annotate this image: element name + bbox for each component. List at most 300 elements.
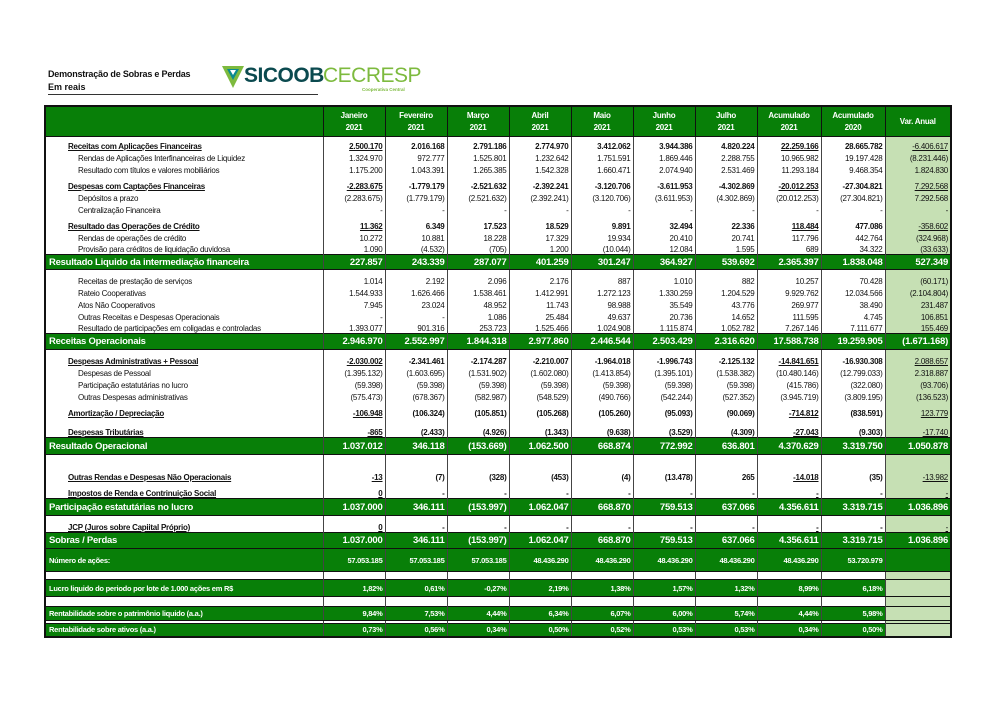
- column-header-month: Julho: [715, 110, 737, 120]
- value-cell: (3.611.953): [633, 191, 695, 203]
- value-cell: 34.322: [821, 243, 885, 255]
- row-label: Sobras / Perdas: [49, 535, 118, 546]
- value-cell: (105.268): [509, 402, 571, 418]
- value-cell: 3.319.715: [821, 533, 885, 549]
- column-header-year: 2021: [593, 122, 611, 132]
- value-cell: 3.319.750: [821, 438, 885, 455]
- value-cell: 668.870: [571, 499, 633, 516]
- value-cell: [509, 597, 571, 607]
- annual-variation-cell: -: [885, 516, 951, 533]
- value-cell: -14.018: [757, 455, 821, 482]
- value-cell: 1.090: [323, 243, 385, 255]
- value-cell: 18.228: [447, 231, 509, 243]
- column-header-month: Var. Anual: [899, 116, 936, 126]
- value-cell: 7.945: [323, 298, 385, 310]
- value-cell: [385, 572, 447, 580]
- value-cell: (548.529): [509, 390, 571, 402]
- value-cell: (59.398): [633, 378, 695, 390]
- value-cell: 22.336: [695, 215, 757, 231]
- value-cell: -: [447, 203, 509, 215]
- value-cell: 28.665.782: [821, 137, 885, 151]
- value-cell: 0,56%: [385, 624, 447, 637]
- row-label-cell: [45, 191, 323, 203]
- annual-variation-cell: 7.292.568: [885, 175, 951, 191]
- value-cell: (9.303): [821, 418, 885, 438]
- value-cell: [571, 597, 633, 607]
- value-cell: 1.838.048: [821, 255, 885, 270]
- row-label-cell: [45, 350, 323, 366]
- table-body: [45, 137, 951, 637]
- value-cell: -3.611.953: [633, 175, 695, 191]
- value-cell: (59.398): [695, 378, 757, 390]
- value-cell: (13.478): [633, 455, 695, 482]
- value-cell: -: [447, 516, 509, 533]
- row-label: Resultado das Operações de Crédito: [68, 221, 200, 231]
- value-cell: -: [323, 203, 385, 215]
- value-cell: 1.542.328: [509, 163, 571, 175]
- value-cell: 253.723: [447, 322, 509, 334]
- column-header-month: Acumulado: [832, 110, 874, 120]
- value-cell: 1,38%: [571, 580, 633, 597]
- value-cell: 57.053.185: [323, 549, 385, 572]
- row-label-cell: [45, 203, 323, 215]
- row-label-cell: [45, 231, 323, 243]
- header-label-cell: [45, 106, 323, 137]
- value-cell: 1.626.466: [385, 286, 447, 298]
- row-label: Rentabilidade sobre o patrimônio liquido (a.a.): [49, 609, 203, 618]
- row-label-cell: [45, 438, 323, 455]
- table-row: [45, 310, 951, 322]
- annual-variation-cell: (2.104.804): [885, 286, 951, 298]
- table-row: [45, 203, 951, 215]
- value-cell: 11.293.184: [757, 163, 821, 175]
- total-row: [45, 255, 951, 270]
- value-cell: (95.093): [633, 402, 695, 418]
- value-cell: [821, 572, 885, 580]
- value-cell: 1,57%: [633, 580, 695, 597]
- value-cell: 4,44%: [447, 607, 509, 621]
- value-cell: 22.259.166: [757, 137, 821, 151]
- table-row: [45, 175, 951, 191]
- value-cell: (705): [447, 243, 509, 255]
- column-header: [821, 106, 885, 137]
- value-cell: 2.016.168: [385, 137, 447, 151]
- value-cell: 287.077: [447, 255, 509, 270]
- row-label: Atos Não Cooperativos: [78, 300, 156, 310]
- value-cell: -14.841.651: [757, 350, 821, 366]
- value-cell: -2.283.675: [323, 175, 385, 191]
- value-cell: 9.468.354: [821, 163, 885, 175]
- value-cell: 9.929.762: [757, 286, 821, 298]
- value-cell: 1.538.461: [447, 286, 509, 298]
- value-cell: 1,82%: [323, 580, 385, 597]
- value-cell: -: [571, 203, 633, 215]
- column-header-year: 2021: [531, 122, 549, 132]
- value-cell: (153.997): [447, 533, 509, 549]
- annual-variation-cell: 1.036.896: [885, 533, 951, 549]
- row-label: Participação estatutárias no lucro: [78, 380, 188, 390]
- value-cell: 1.525.801: [447, 151, 509, 163]
- value-cell: 2.096: [447, 270, 509, 286]
- value-cell: 48.436.290: [757, 549, 821, 572]
- value-cell: [323, 572, 385, 580]
- logo-name-2: CECRESP: [323, 64, 422, 87]
- value-cell: 12.034.566: [821, 286, 885, 298]
- value-cell: -1.779.179: [385, 175, 447, 191]
- column-header-month: Acumulado: [768, 110, 810, 120]
- row-label-cell: [45, 533, 323, 549]
- value-cell: [821, 597, 885, 607]
- value-cell: -: [821, 203, 885, 215]
- value-cell: -2.174.287: [447, 350, 509, 366]
- value-cell: -2.210.007: [509, 350, 571, 366]
- value-cell: -: [385, 482, 447, 499]
- row-label: Número de ações:: [49, 555, 111, 565]
- value-cell: -: [385, 203, 447, 215]
- value-cell: -: [447, 482, 509, 499]
- value-cell: 20.736: [633, 310, 695, 322]
- column-header: [447, 106, 509, 137]
- value-cell: 6,34%: [509, 607, 571, 621]
- value-cell: 2.316.620: [695, 334, 757, 350]
- row-label: Rentabilidade sobre ativos (a.a.): [49, 625, 156, 635]
- row-label-cell: [45, 163, 323, 175]
- value-cell: -: [757, 482, 821, 499]
- value-cell: (105.851): [447, 402, 509, 418]
- column-header: [885, 106, 951, 137]
- value-cell: 772.992: [633, 438, 695, 455]
- value-cell: 2.946.970: [323, 334, 385, 350]
- table-row: [45, 390, 951, 402]
- value-cell: 2.288.755: [695, 151, 757, 163]
- value-cell: 2.503.429: [633, 334, 695, 350]
- value-cell: 637.066: [695, 499, 757, 516]
- value-cell: (90.069): [695, 402, 757, 418]
- value-cell: 1.324.970: [323, 151, 385, 163]
- value-cell: 1.204.529: [695, 286, 757, 298]
- value-cell: (4.532): [385, 243, 447, 255]
- value-cell: [695, 572, 757, 580]
- value-cell: [757, 597, 821, 607]
- value-cell: (59.398): [571, 378, 633, 390]
- value-cell: 9,84%: [323, 607, 385, 621]
- table-row: [45, 580, 951, 597]
- value-cell: 0,61%: [385, 580, 447, 597]
- table-row: [45, 378, 951, 390]
- row-label-cell: [45, 597, 323, 607]
- value-cell: 48.436.290: [571, 549, 633, 572]
- value-cell: (9.638): [571, 418, 633, 438]
- value-cell: 269.977: [757, 298, 821, 310]
- total-row: [45, 438, 951, 455]
- value-cell: 227.857: [323, 255, 385, 270]
- value-cell: -20.012.253: [757, 175, 821, 191]
- value-cell: (3.120.706): [571, 191, 633, 203]
- value-cell: 2.774.970: [509, 137, 571, 151]
- value-cell: 882: [695, 270, 757, 286]
- value-cell: 6,00%: [633, 607, 695, 621]
- value-cell: (2.283.675): [323, 191, 385, 203]
- value-cell: (10.480.146): [757, 366, 821, 378]
- value-cell: (10.044): [571, 243, 633, 255]
- value-cell: 301.247: [571, 255, 633, 270]
- row-label-cell: [45, 482, 323, 499]
- value-cell: -865: [323, 418, 385, 438]
- value-cell: -0,27%: [447, 580, 509, 597]
- value-cell: -1.996.743: [633, 350, 695, 366]
- value-cell: 1.200: [509, 243, 571, 255]
- annual-variation-cell: (1.671.168): [885, 334, 951, 350]
- value-cell: (4): [571, 455, 633, 482]
- table-row: [45, 455, 951, 482]
- table-row: [45, 231, 951, 243]
- column-header-month: Março: [466, 110, 490, 120]
- column-header-year: 2020: [844, 122, 862, 132]
- logo-name: SICOOB: [244, 64, 324, 87]
- annual-variation-cell: -: [885, 482, 951, 499]
- annual-variation-cell: 2.088.657: [885, 350, 951, 366]
- annual-variation-cell: 123.779: [885, 402, 951, 418]
- value-cell: (575.473): [323, 390, 385, 402]
- value-cell: -714.812: [757, 402, 821, 418]
- value-cell: 6.349: [385, 215, 447, 231]
- value-cell: -: [633, 203, 695, 215]
- value-cell: 0,34%: [757, 624, 821, 637]
- column-header-month: Junho: [652, 110, 676, 120]
- row-label: Rendas de operações de crédito: [78, 233, 187, 243]
- table-row: [45, 482, 951, 499]
- value-cell: 0: [323, 482, 385, 499]
- total-row: [45, 334, 951, 350]
- value-cell: 265: [695, 455, 757, 482]
- value-cell: 243.339: [385, 255, 447, 270]
- value-cell: [633, 572, 695, 580]
- value-cell: 7.267.146: [757, 322, 821, 334]
- value-cell: 6,18%: [821, 580, 885, 597]
- row-label: Outras Receitas e Despesas Operacionais: [78, 312, 220, 322]
- value-cell: 1.751.591: [571, 151, 633, 163]
- column-header: [323, 106, 385, 137]
- column-header: [509, 106, 571, 137]
- value-cell: (59.398): [447, 378, 509, 390]
- value-cell: 20.741: [695, 231, 757, 243]
- value-cell: -: [571, 482, 633, 499]
- row-label-cell: [45, 624, 323, 637]
- value-cell: 0,34%: [447, 624, 509, 637]
- row-label: Receitas Operacionais: [49, 336, 146, 347]
- annual-variation-cell: (324.968): [885, 231, 951, 243]
- row-label-cell: [45, 255, 323, 270]
- value-cell: 0,50%: [509, 624, 571, 637]
- value-cell: 19.259.905: [821, 334, 885, 350]
- value-cell: 10.272: [323, 231, 385, 243]
- value-cell: 48.436.290: [509, 549, 571, 572]
- total-row: [45, 499, 951, 516]
- value-cell: 901.316: [385, 322, 447, 334]
- value-cell: 442.764: [821, 231, 885, 243]
- row-label: Provisão para créditos de liquidação duvidosa: [78, 245, 230, 254]
- value-cell: (35): [821, 455, 885, 482]
- value-cell: 1.010: [633, 270, 695, 286]
- annual-variation-cell: 155.469: [885, 322, 951, 334]
- value-cell: (1.602.080): [509, 366, 571, 378]
- column-header-month: Abril: [531, 110, 549, 120]
- row-label-cell: [45, 334, 323, 350]
- value-cell: (106.324): [385, 402, 447, 418]
- value-cell: (1.395.132): [323, 366, 385, 378]
- row-label: Receitas com Aplicações Financeiras: [68, 141, 202, 151]
- value-cell: 668.874: [571, 438, 633, 455]
- row-label: Rateio Cooperativas: [78, 288, 146, 298]
- value-cell: [695, 597, 757, 607]
- value-cell: 346.111: [385, 499, 447, 516]
- value-cell: [447, 572, 509, 580]
- value-cell: (582.987): [447, 390, 509, 402]
- value-cell: 887: [571, 270, 633, 286]
- annual-variation-cell: (93.706): [885, 378, 951, 390]
- annual-variation-cell: -13.982: [885, 455, 951, 482]
- value-cell: (4.309): [695, 418, 757, 438]
- value-cell: 346.111: [385, 533, 447, 549]
- value-cell: 17.329: [509, 231, 571, 243]
- value-cell: -4.302.869: [695, 175, 757, 191]
- annual-variation-cell: [885, 624, 951, 637]
- value-cell: 689: [757, 243, 821, 255]
- value-cell: 17.588.738: [757, 334, 821, 350]
- value-cell: 7.111.677: [821, 322, 885, 334]
- column-header-year: 2021: [345, 122, 363, 132]
- value-cell: 10.965.982: [757, 151, 821, 163]
- value-cell: 19.197.428: [821, 151, 885, 163]
- value-cell: 1.393.077: [323, 322, 385, 334]
- row-label: Receitas de prestação de serviços: [78, 276, 193, 286]
- value-cell: 5,98%: [821, 607, 885, 621]
- column-header: [757, 106, 821, 137]
- value-cell: -2.341.461: [385, 350, 447, 366]
- annual-variation-cell: 1.036.896: [885, 499, 951, 516]
- row-label-cell: [45, 572, 323, 580]
- table-row: [45, 350, 951, 366]
- row-label-cell: [45, 418, 323, 438]
- value-cell: 2.977.860: [509, 334, 571, 350]
- value-cell: -2.392.241: [509, 175, 571, 191]
- value-cell: -2.030.002: [323, 350, 385, 366]
- value-cell: -: [821, 516, 885, 533]
- row-label-cell: [45, 243, 323, 255]
- value-cell: -: [323, 310, 385, 322]
- value-cell: 25.484: [509, 310, 571, 322]
- value-cell: 1.525.466: [509, 322, 571, 334]
- row-label: Centralização Financeira: [78, 205, 161, 215]
- value-cell: 4.745: [821, 310, 885, 322]
- value-cell: 346.118: [385, 438, 447, 455]
- row-label: Resultado com títulos e valores mobiliários: [78, 165, 220, 175]
- annual-variation-cell: 106.851: [885, 310, 951, 322]
- row-label: Resultado de participações em coligadas e controladas: [78, 324, 261, 333]
- value-cell: -: [695, 203, 757, 215]
- value-cell: (1.603.695): [385, 366, 447, 378]
- value-cell: 3.412.062: [571, 137, 633, 151]
- value-cell: 972.777: [385, 151, 447, 163]
- row-label-cell: [45, 549, 323, 572]
- table-row: [45, 516, 951, 533]
- logo-tagline: Cooperativa Central: [362, 87, 405, 92]
- table-row: [45, 322, 951, 334]
- value-cell: -: [571, 516, 633, 533]
- value-cell: 7,53%: [385, 607, 447, 621]
- value-cell: 636.801: [695, 438, 757, 455]
- row-label-cell: [45, 402, 323, 418]
- value-cell: -: [757, 516, 821, 533]
- row-label: Despesas Administrativas + Pessoal: [68, 356, 199, 366]
- value-cell: 759.513: [633, 533, 695, 549]
- value-cell: 10.881: [385, 231, 447, 243]
- row-label-cell: [45, 310, 323, 322]
- table-row: [45, 163, 951, 175]
- value-cell: 12.084: [633, 243, 695, 255]
- value-cell: 3.944.386: [633, 137, 695, 151]
- annual-variation-cell: [885, 572, 951, 580]
- column-header: [695, 106, 757, 137]
- value-cell: [509, 572, 571, 580]
- annual-variation-cell: [885, 597, 951, 607]
- table-row: [45, 402, 951, 418]
- sicoob-logo: [222, 64, 422, 94]
- value-cell: 0: [323, 516, 385, 533]
- value-cell: 2.446.544: [571, 334, 633, 350]
- value-cell: 4.820.224: [695, 137, 757, 151]
- row-label: Despesas de Pessoal: [78, 368, 151, 378]
- column-header-year: 2021: [469, 122, 487, 132]
- value-cell: 637.066: [695, 533, 757, 549]
- value-cell: 2.176: [509, 270, 571, 286]
- row-label: Despesas Tributárias: [68, 428, 144, 437]
- annual-variation-cell: -: [885, 203, 951, 215]
- value-cell: 1.595: [695, 243, 757, 255]
- value-cell: -: [695, 482, 757, 499]
- value-cell: 1,32%: [695, 580, 757, 597]
- row-label: Rendas de Aplicações Interfinanceiras de Liquidez: [78, 153, 245, 163]
- row-label: Amortização / Depreciação: [68, 408, 165, 418]
- row-label: JCP (Juros sobre Capiital Próprio): [68, 523, 191, 532]
- value-cell: 1.115.874: [633, 322, 695, 334]
- value-cell: 539.692: [695, 255, 757, 270]
- annual-variation-cell: (33.633): [885, 243, 951, 255]
- value-cell: [571, 572, 633, 580]
- row-label-cell: [45, 322, 323, 334]
- column-header-year: 2021: [780, 122, 798, 132]
- annual-variation-cell: -6.406.617: [885, 137, 951, 151]
- value-cell: 14.652: [695, 310, 757, 322]
- table-row: [45, 286, 951, 298]
- value-cell: (3.809.195): [821, 390, 885, 402]
- value-cell: 1.014: [323, 270, 385, 286]
- value-cell: -: [385, 516, 447, 533]
- value-cell: 2.500.170: [323, 137, 385, 151]
- table-row: [45, 549, 951, 572]
- annual-variation-cell: (8.231.446): [885, 151, 951, 163]
- row-label: Outras Rendas e Despesas Não Operacionais: [68, 472, 232, 482]
- value-cell: 9.891: [571, 215, 633, 231]
- row-label-cell: [45, 607, 323, 621]
- report-subtitle: Em reais: [48, 82, 86, 92]
- row-label: Outras Despesas administrativas: [78, 392, 188, 402]
- annual-variation-cell: [885, 580, 951, 597]
- value-cell: 53.720.979: [821, 549, 885, 572]
- value-cell: 1.052.782: [695, 322, 757, 334]
- value-cell: 1.272.123: [571, 286, 633, 298]
- value-cell: 11.362: [323, 215, 385, 231]
